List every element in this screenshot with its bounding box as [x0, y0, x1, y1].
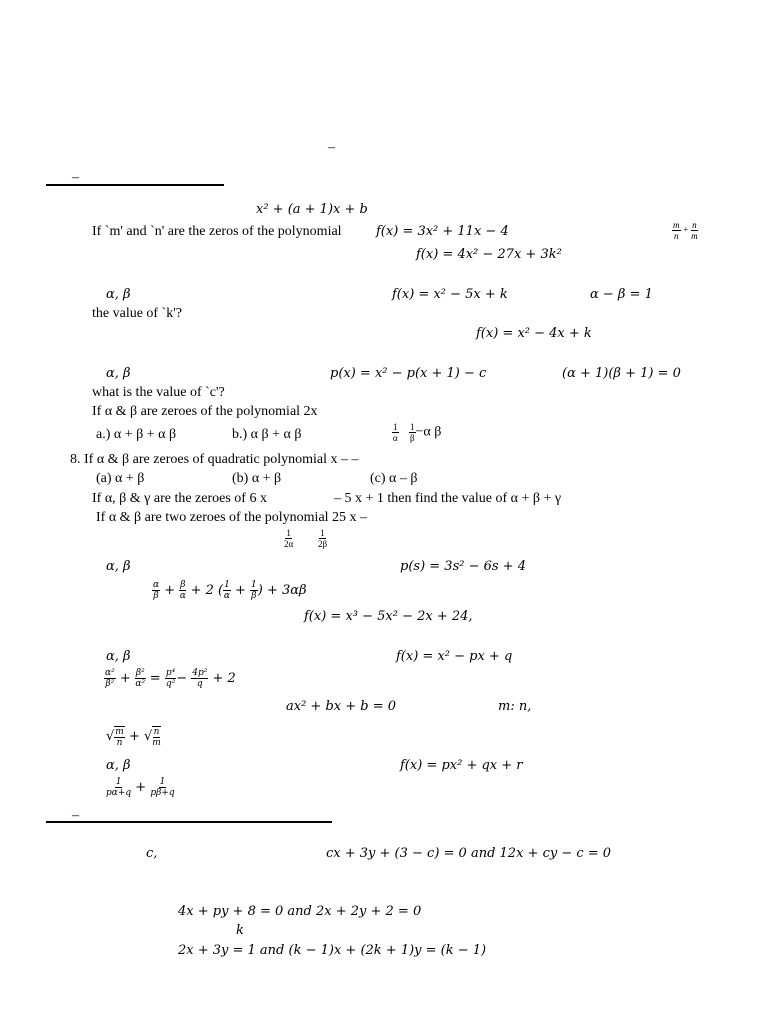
section2-dash: –: [72, 808, 79, 823]
header-dash: –: [328, 140, 335, 155]
q8-option-a: (a) α + β: [96, 471, 145, 486]
q4-text: the value of `k'?: [92, 306, 182, 321]
q1-polynomial: x² + (a + 1)x + b: [256, 202, 368, 217]
q10-text: If α & β are two zeroes of the polynomial 25 x –: [96, 510, 368, 525]
q8-text: 8. If α & β are zeroes of quadratic polynomial x – –: [70, 452, 359, 467]
q6-condition: (α + 1)(β + 1) = 0: [562, 366, 681, 381]
q14-ratio: m: n,: [498, 699, 532, 714]
q5-polynomial: f(x) = x² − 4x + k: [476, 326, 592, 341]
q7-text: If α & β are zeroes of the polynomial 2x: [92, 404, 318, 419]
q8-option-c: (c) α – β: [370, 471, 418, 486]
q2-text: If `m' and `n' are the zeros of the polynomial: [92, 224, 342, 239]
q2-expression: $\frac{m}{n}$ + $\frac{n}{m}$: [673, 220, 698, 241]
q6-text: what is the value of `c'?: [92, 385, 225, 400]
q11-expression: $\frac{\alpha}{\beta}$ + $\frac{\beta}{\alpha}$ + 2 ( $\frac{1}{\alpha}$ + $\frac{1}{\beta}$ ) + 3αβ: [153, 580, 307, 601]
q11-polynomial: p(s) = 3s² − 6s + 4: [400, 559, 526, 574]
q9-text: If α, β & γ are the zeroes of 6 x: [92, 491, 267, 506]
section2-rule: [46, 821, 332, 823]
q7-option-a: a.) α + β + α β: [96, 427, 177, 442]
s2-q3-equations: 2x + 3y = 1 and (k − 1)x + (2k + 1)y = (k − 1): [178, 943, 487, 958]
q13-polynomial: f(x) = x² − px + q: [396, 649, 513, 664]
section1-dash: –: [72, 170, 79, 185]
q14-expression: √ $\frac{m}{n}$ + √ $\frac{n}{m}$: [106, 726, 161, 748]
q10-frac-b: $\frac{1}{2\beta}$: [318, 528, 328, 549]
q15-roots: α, β: [106, 758, 131, 773]
q8-option-b: (b) α + β: [232, 471, 282, 486]
q6-roots: α, β: [106, 366, 131, 381]
q10-frac-a: $\frac{1}{2\alpha}$: [284, 528, 294, 549]
q13-expression: $\frac{\text{α²}}{\text{β²}}$ + $\frac{\text{β²}}{\text{α²}}$ = $\frac{\text{p⁴}}{\text{q²}}$ − $\frac{\text{4p²}}{q}$ + 2: [105, 668, 236, 689]
q4-roots: α, β: [106, 287, 131, 302]
q7-option-b: b.) α β + α β: [232, 427, 302, 442]
q6-polynomial: p(x) = x² − p(x + 1) − c: [330, 366, 487, 381]
q2-polynomial: f(x) = 3x² + 11x − 4: [376, 224, 509, 239]
q14-equation: ax² + bx + b = 0: [286, 699, 397, 714]
q9-text-cont: – 5 x + 1 then find the value of α + β + γ: [334, 491, 562, 506]
s2-q3-variable: k: [236, 923, 244, 938]
s2-q1-equations: cx + 3y + (3 − c) = 0 and 12x + cy − c = 0: [326, 846, 612, 861]
q4-condition: α − β = 1: [590, 287, 653, 302]
s2-q2-equations: 4x + py + 8 = 0 and 2x + 2y + 2 = 0: [178, 904, 422, 919]
q15-polynomial: f(x) = px² + qx + r: [400, 758, 523, 773]
q7-option-c: $\frac{1}{\alpha}$ $\frac{1}{\beta}$ −α β: [392, 422, 442, 443]
q12-polynomial: f(x) = x³ − 5x² − 2x + 24,: [304, 609, 473, 624]
q11-roots: α, β: [106, 559, 131, 574]
q4-polynomial: f(x) = x² − 5x + k: [392, 287, 508, 302]
q13-roots: α, β: [106, 649, 131, 664]
q3-polynomial: f(x) = 4x² − 27x + 3k²: [416, 247, 562, 262]
section1-rule: [46, 184, 224, 186]
q15-expression: $\frac{1}{p\alpha+q}$ + $\frac{1}{p\beta+q}$: [106, 777, 175, 798]
s2-q1-variable: c,: [146, 846, 158, 861]
